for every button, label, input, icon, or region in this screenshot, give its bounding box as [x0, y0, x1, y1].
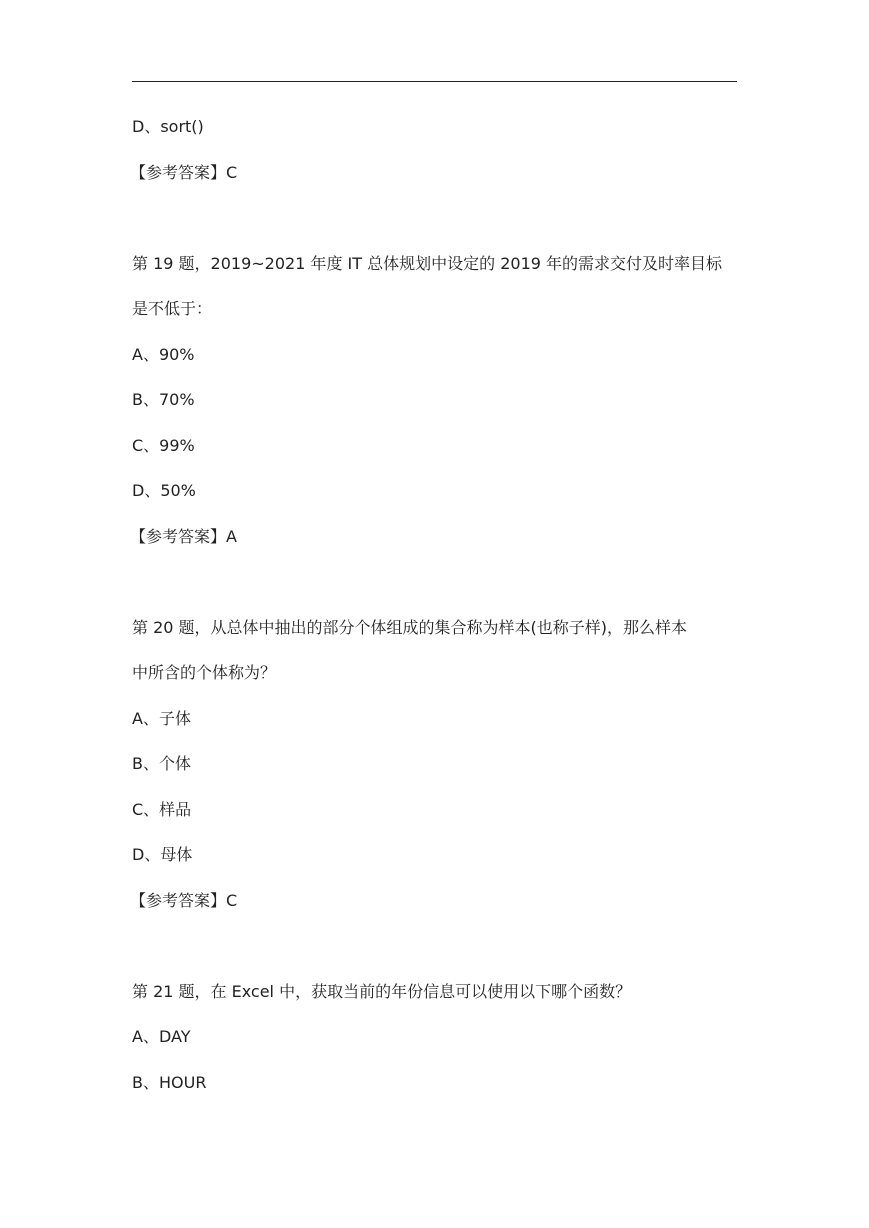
q20-option-b: B、个体: [132, 754, 191, 773]
q21-option-a: A、DAY: [132, 1027, 191, 1046]
q21-stem-line1: 第 21 题，在 Excel 中，获取当前的年份信息可以使用以下哪个函数？: [132, 982, 632, 1001]
q19-option-a: A、90%: [132, 345, 195, 364]
prev-option-d: D、sort(): [132, 117, 204, 136]
q20-stem-line1: 第 20 题，从总体中抽出的部分个体组成的集合称为样本(也称子样)，那么样本: [132, 618, 688, 637]
prev-answer: 【参考答案】C: [130, 163, 238, 182]
q19-stem-line2: 是不低于：: [132, 299, 213, 318]
q21-option-b: B、HOUR: [132, 1073, 207, 1092]
q20-answer: 【参考答案】C: [130, 891, 238, 910]
header-rule: [132, 81, 737, 82]
q20-option-d: D、母体: [132, 845, 193, 864]
q19-answer: 【参考答案】A: [130, 527, 237, 546]
q19-option-c: C、99%: [132, 436, 195, 455]
q19-option-b: B、70%: [132, 390, 195, 409]
q20-stem-line2: 中所含的个体称为？: [132, 663, 277, 682]
q19-stem-line1: 第 19 题，2019~2021 年度 IT 总体规划中设定的 2019 年的需求交付及时率目标: [132, 254, 723, 273]
q19-option-d: D、50%: [132, 481, 196, 500]
q20-option-a: A、子体: [132, 709, 191, 728]
q20-option-c: C、样品: [132, 800, 192, 819]
